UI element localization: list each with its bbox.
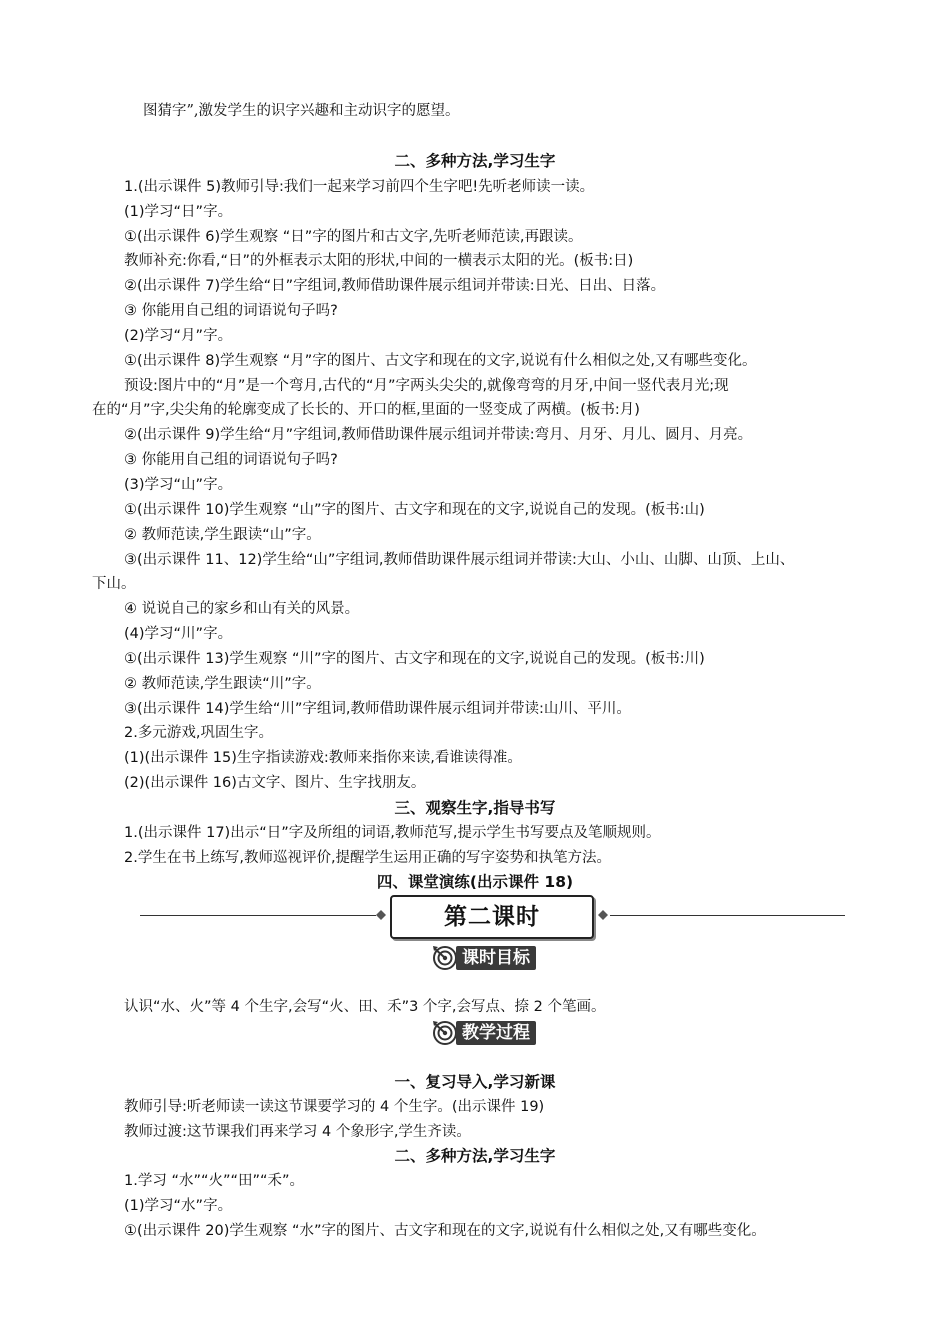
paragraph-line: ①(出示课件 8)学生观察 “月”字的图片、古文字和现在的文字,说说有什么相似之处,又有哪些变化。 bbox=[124, 353, 757, 369]
tag-label: 教学过程 bbox=[456, 1021, 536, 1045]
paragraph-line: ③ 你能用自己组的词语说句子吗? bbox=[124, 303, 338, 319]
lesson-title: 第二课时 bbox=[390, 895, 594, 939]
paragraph-line: 在的“月”字,尖尖角的轮廓变成了长长的、开口的框,里面的一竖变成了两横。(板书:月) bbox=[92, 402, 640, 418]
paragraph-line: ②(出示课件 9)学生给“月”字组词,教师借助课件展示组词并带读:弯月、月牙、月儿、圆月、月亮。 bbox=[124, 427, 753, 443]
paragraph-line: ② 教师范读,学生跟读“川”字。 bbox=[124, 676, 321, 692]
paragraph-line: 教师过渡:这节课我们再来学习 4 个象形字,学生齐读。 bbox=[124, 1124, 471, 1140]
paragraph-line: ③(出示课件 11、12)学生给“山”字组词,教师借助课件展示组词并带读:大山、小山、山脚、山顶、上山、 bbox=[124, 552, 795, 568]
paragraph-line: (1)学习“水”字。 bbox=[124, 1198, 233, 1214]
paragraph-line: 1.学习 “水”“火”“田”“禾”。 bbox=[124, 1173, 305, 1189]
paragraph-line: 教师补充:你看,“日”的外框表示太阳的形状,中间的一横表示太阳的光。(板书:日) bbox=[124, 253, 634, 269]
paragraph-line: (4)学习“川”字。 bbox=[124, 626, 233, 642]
paragraph-line: 2.多元游戏,巩固生字。 bbox=[124, 725, 273, 741]
diamond-dot-icon bbox=[598, 910, 608, 920]
paragraph-line: (1)(出示课件 15)生字指读游戏:教师来指你来读,看谁读得准。 bbox=[124, 750, 522, 766]
section-heading: 三、观察生字,指导书写 bbox=[394, 799, 556, 817]
paragraph-line: ②(出示课件 7)学生给“日”字组词,教师借助课件展示组词并带读:日光、日出、日落。 bbox=[124, 278, 666, 294]
target-icon bbox=[432, 1020, 458, 1046]
paragraph-line: ③(出示课件 14)学生给“川”字组词,教师借助课件展示组词并带读:山川、平川。 bbox=[124, 701, 631, 717]
paragraph-line: 图猜字”,激发学生的识字兴趣和主动识字的愿望。 bbox=[143, 103, 460, 119]
paragraph-line: 1.(出示课件 5)教师引导:我们一起来学习前四个生字吧!先听老师读一读。 bbox=[124, 179, 595, 195]
divider-rule-right bbox=[610, 915, 845, 916]
paragraph-line: (1)学习“日”字。 bbox=[124, 204, 233, 220]
paragraph-line: 预设:图片中的“月”是一个弯月,古代的“月”字两头尖尖的,就像弯弯的月牙,中间一竖代表月光;现 bbox=[124, 378, 729, 394]
paragraph-line: (2)(出示课件 16)古文字、图片、生字找朋友。 bbox=[124, 775, 426, 791]
paragraph-line: ② 教师范读,学生跟读“山”字。 bbox=[124, 527, 321, 543]
section-heading: 一、复习导入,学习新课 bbox=[394, 1073, 556, 1091]
diamond-dot-icon bbox=[376, 910, 386, 920]
paragraph-line: (2)学习“月”字。 bbox=[124, 328, 233, 344]
paragraph-line: ①(出示课件 6)学生观察 “日”字的图片和古文字,先听老师范读,再跟读。 bbox=[124, 229, 583, 245]
section-tag bbox=[432, 945, 536, 971]
paragraph-line: 2.学生在书上练写,教师巡视评价,提醒学生运用正确的写字姿势和执笔方法。 bbox=[124, 850, 612, 866]
paragraph-line: ①(出示课件 13)学生观察 “川”字的图片、古文字和现在的文字,说说自己的发现。(板书:川) bbox=[124, 651, 705, 667]
section-heading: 二、多种方法,学习生字 bbox=[394, 152, 556, 170]
section-tag bbox=[432, 1020, 536, 1046]
tag-label: 课时目标 bbox=[456, 946, 536, 970]
lesson-divider bbox=[140, 893, 845, 939]
paragraph-line: 1.(出示课件 17)出示“日”字及所组的词语,教师范写,提示学生书写要点及笔顺规则。 bbox=[124, 825, 661, 841]
paragraph-line: ①(出示课件 20)学生观察 “水”字的图片、古文字和现在的文字,说说有什么相似之处,又有哪些变化。 bbox=[124, 1223, 766, 1239]
section-heading: 二、多种方法,学习生字 bbox=[394, 1147, 556, 1165]
paragraph-line: ④ 说说自己的家乡和山有关的风景。 bbox=[124, 601, 360, 617]
paragraph-line: (3)学习“山”字。 bbox=[124, 477, 233, 493]
target-icon bbox=[432, 945, 458, 971]
divider-rule-left bbox=[140, 915, 376, 916]
paragraph-line: 教师引导:听老师读一读这节课要学习的 4 个生字。(出示课件 19) bbox=[124, 1099, 545, 1115]
paragraph-line: 下山。 bbox=[92, 576, 136, 592]
paragraph-line: ③ 你能用自己组的词语说句子吗? bbox=[124, 452, 338, 468]
paragraph-line: ①(出示课件 10)学生观察 “山”字的图片、古文字和现在的文字,说说自己的发现。(板书:山) bbox=[124, 502, 705, 518]
section-heading: 四、课堂演练(出示课件 18) bbox=[376, 873, 574, 891]
paragraph-line: 认识“水、火”等 4 个生字,会写“火、田、禾”3 个字,会写点、捺 2 个笔画。 bbox=[124, 999, 606, 1015]
